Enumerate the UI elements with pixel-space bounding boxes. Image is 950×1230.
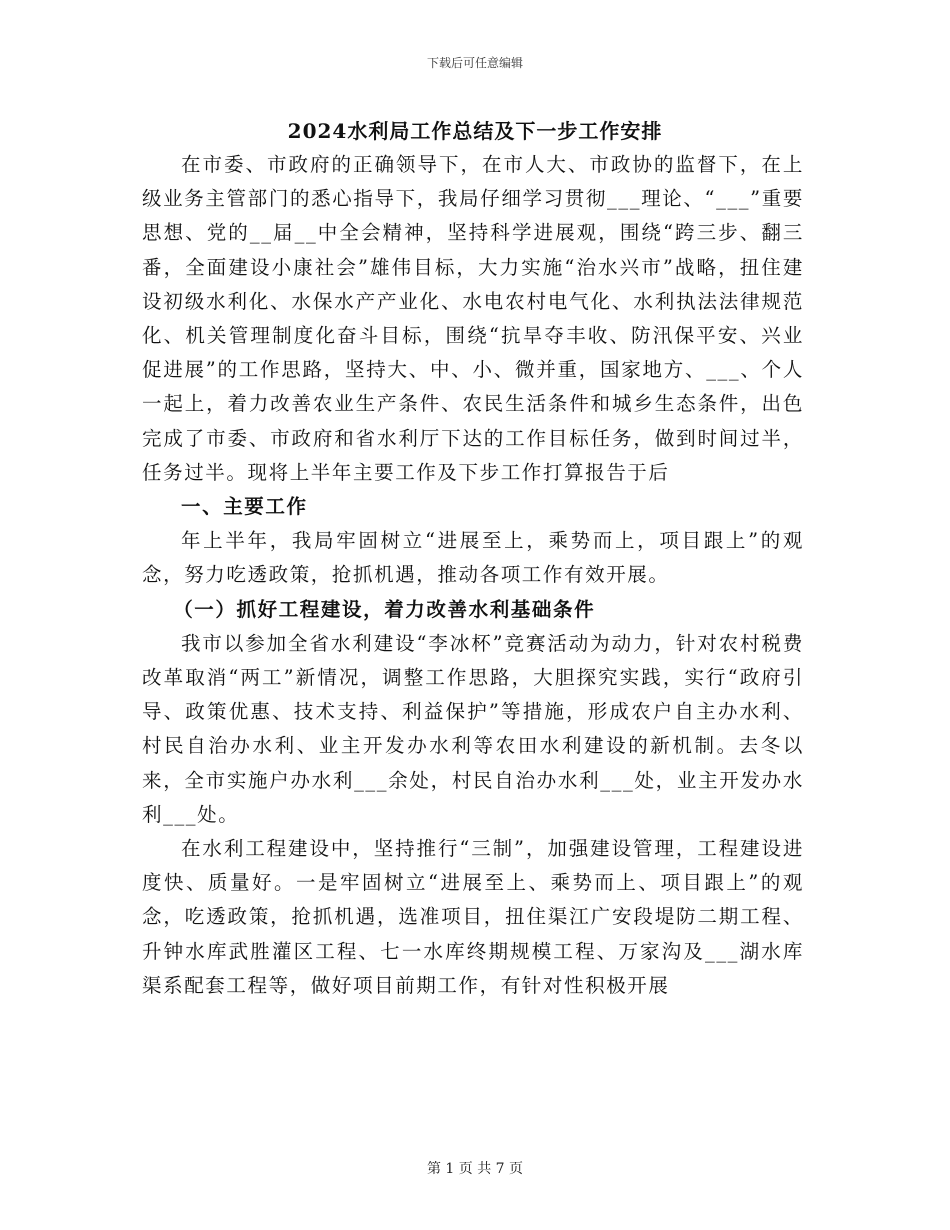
intro-paragraph: 在市委、市政府的正确领导下，在市人大、市政协的监督下，在上级业务主管部门的悉心指导下，我局仔细学习贯彻___理论、“___”重要思想、党的__届__中全会精神，坚持科学进展观，围绕“跨三步、翻三番，全面建设小康社会”雄伟目标，大力实施“治水兴市”战略，扭住建设初级水利化、水保水产产业化、水电农村电气化、水利执法法律规范化、机关管理制度化奋斗目标，围绕“抗旱夺丰收、防汛保平安、兴业促进展”的工作思路，坚持大、中、小、微并重，国家地方、___、个人一起上，着力改善农业生产条件、农民生活条件和城乡生态条件，出色完成了市委、市政府和省水利厅下达的工作目标任务，做到时间过半，任务过半。现将上半年主要工作及下步工作打算报告于后 <box>142 153 804 484</box>
page-number: 第 1 页 共 7 页 <box>426 1161 524 1177</box>
subsection-1-paragraph-1: 我市以参加全省水利建设“李冰杯”竞赛活动为动力，针对农村税费改革取消“两工”新情况，调整工作思路，大胆探究实践，实行“政府引导、政策优惠、技术支持、利益保护”等措施，形成农户自主办水利、村民自治办水利、业主开发办水利等农田水利建设的新机制。去冬以来，全市实施户办水利___余处，村民自治办水利___处，业主开发办水利___处。 <box>142 631 804 826</box>
header-note: 下载后可任意编辑 <box>426 56 523 70</box>
document-title: 2024水利局工作总结及下一步工作安排 <box>287 119 663 143</box>
section-heading-main-work: 一、主要工作 <box>181 495 308 519</box>
subsection-1-paragraph-2: 在水利工程建设中，坚持推行“三制”，加强建设管理，工程建设进度快、质量好。一是牢固树立“进展至上、乘势而上、项目跟上”的观念，吃透政策，抢抓机遇，选准项目，扭住渠江广安段堤防二期工程、升钟水库武胜灌区工程、七一水库终期规模工程、万家沟及___湖水库渠系配套工程等，做好项目前期工作，有针对性积极开展 <box>142 837 804 997</box>
document-body <box>142 148 804 1003</box>
section-1-paragraph: 年上半年，我局牢固树立“进展至上，乘势而上，项目跟上”的观念，努力吃透政策，抢抓机遇，推动各项工作有效开展。 <box>142 529 804 587</box>
subsection-heading-engineering: （一）抓好工程建设，着力改善水利基础条件 <box>173 597 596 621</box>
